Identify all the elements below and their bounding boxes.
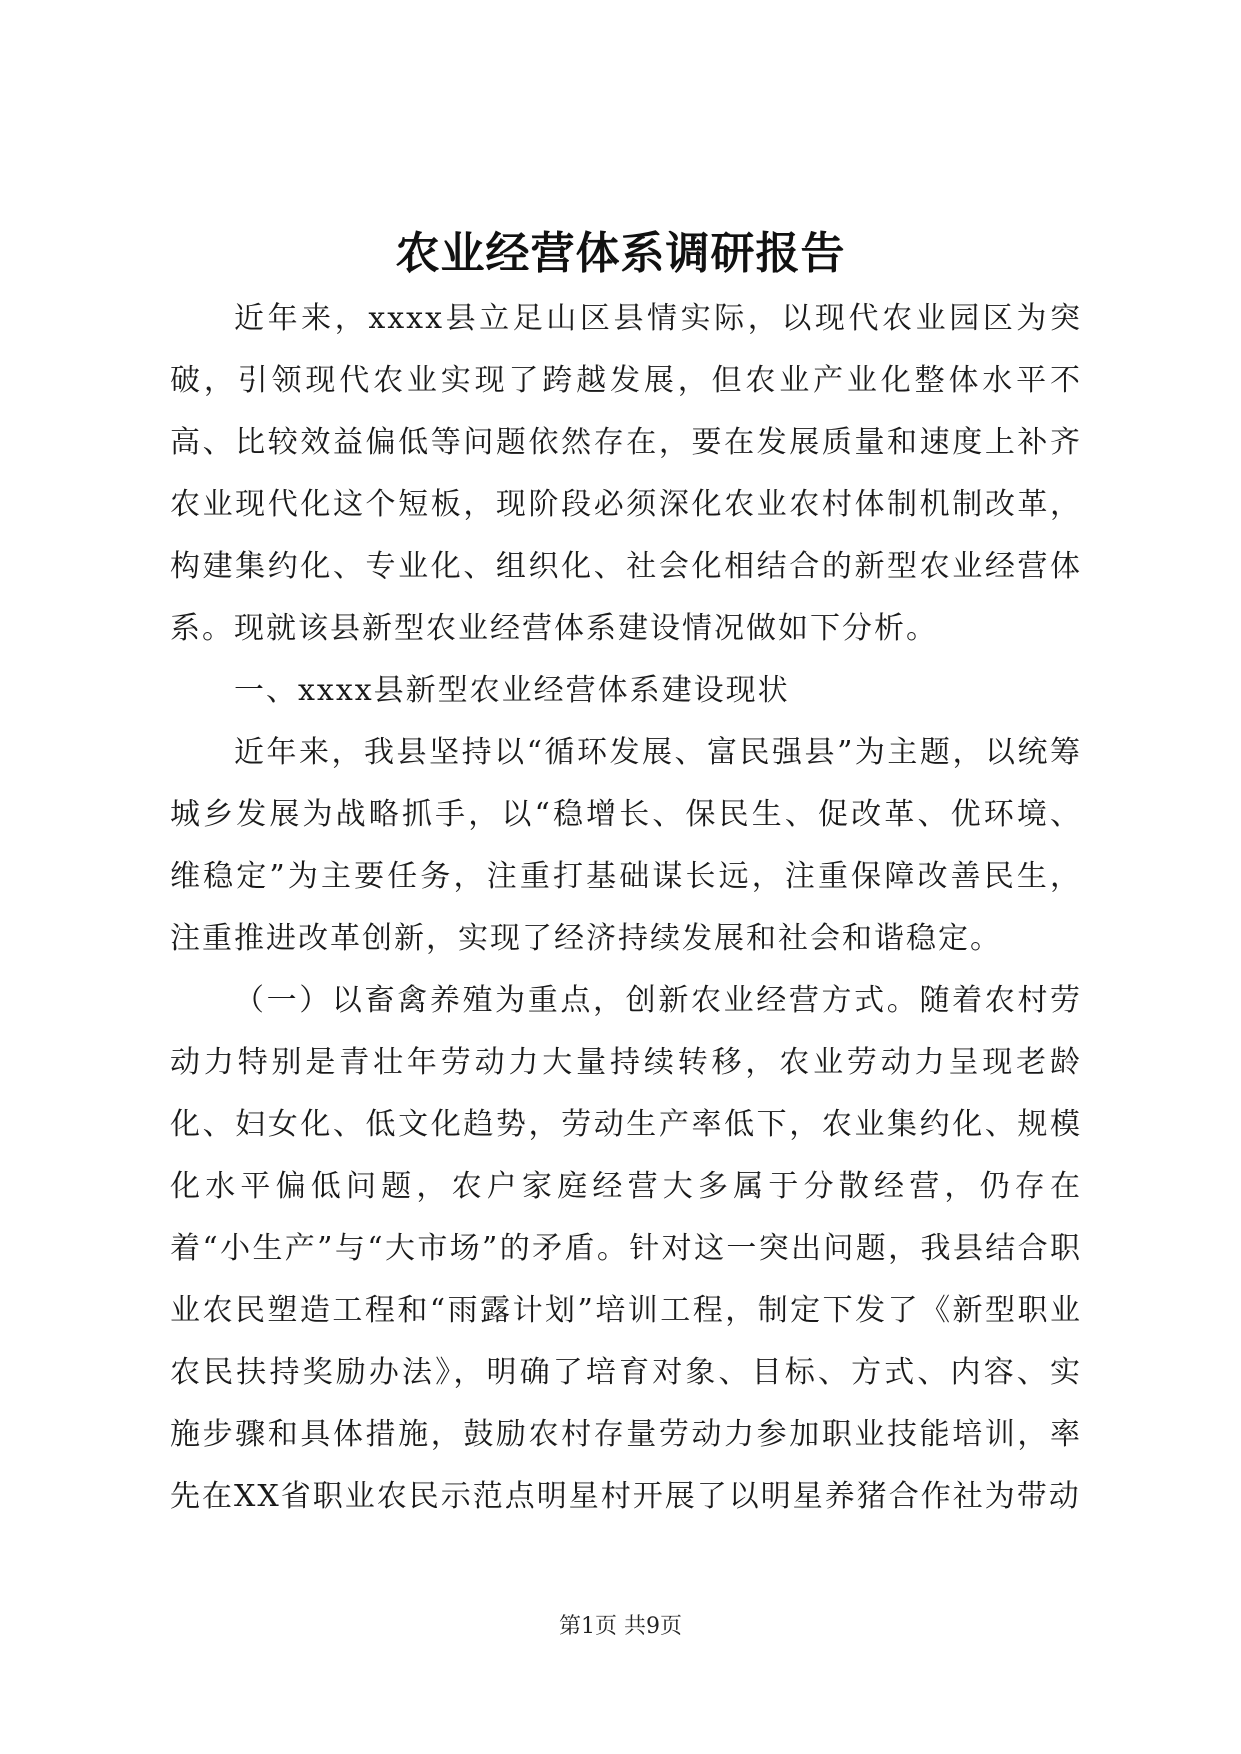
page-number-footer: 第1页 共9页 bbox=[559, 1614, 682, 1639]
section-heading: 一、xxxx县新型农业经营体系建设现状 bbox=[234, 673, 790, 708]
subsection-paragraph: （一）以畜禽养殖为重点，创新农业经营方式。随着农村劳动力特别是青壮年劳动力大量持续转移，农业劳动力呈现老龄化、妇女化、低文化趋势，劳动生产率低下，农业集约化、规模化水平偏低问题，农户家庭经营大多属于分散经营，仍存在着“小生产”与“大市场”的矛盾。针对这一突出问题，我县结合职业农民塑造工程和“雨露计划”培训工程，制定下发了《新型职业农民扶持奖励办法》，明确了培育对象、目标、方式、内容、实施步骤和具体措施，鼓励农村存量劳动力参加职业技能培训，率先在XX省职业农民示范点明星村开展了以明星养猪合作社为带动 bbox=[170, 983, 1082, 1514]
document-body bbox=[170, 288, 1082, 1528]
intro-paragraph: 近年来，xxxx县立足山区县情实际，以现代农业园区为突破，引领现代农业实现了跨越发展，但农业产业化整体水平不高、比较效益偏低等问题依然存在，要在发展质量和速度上补齐农业现代化这个短板，现阶段必须深化农业农村体制机制改革，构建集约化、专业化、组织化、社会化相结合的新型农业经营体系。现就该县新型农业经营体系建设情况做如下分析。 bbox=[170, 301, 1082, 646]
document-title: 农业经营体系调研报告 bbox=[395, 228, 846, 279]
overview-paragraph: 近年来，我县坚持以“循环发展、富民强县”为主题，以统筹城乡发展为战略抓手，以“稳增长、保民生、促改革、优环境、维稳定”为主要任务，注重打基础谋长远，注重保障改善民生，注重推进改革创新，实现了经济持续发展和社会和谐稳定。 bbox=[170, 735, 1082, 956]
